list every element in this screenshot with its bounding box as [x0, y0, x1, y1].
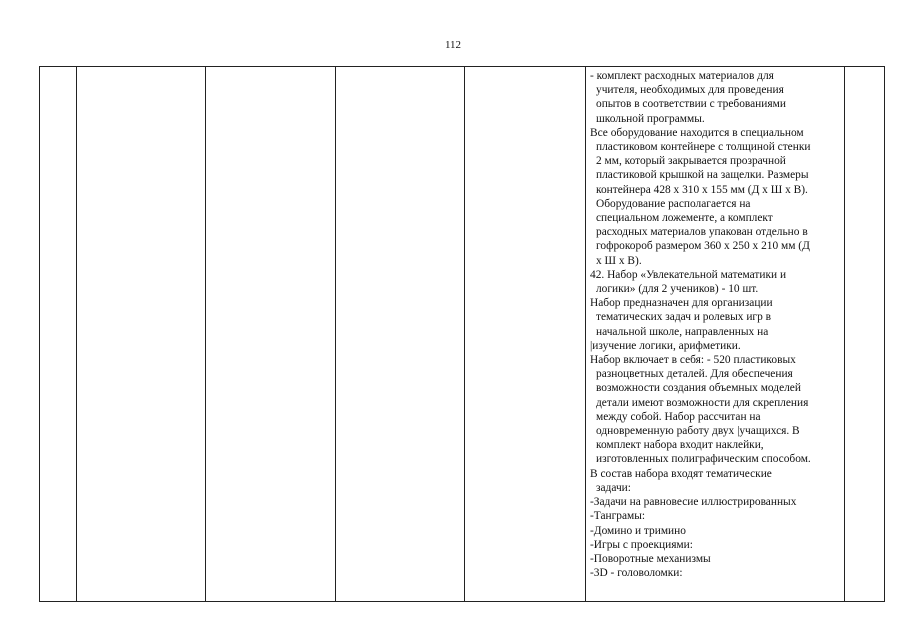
description-line: возможности создания объемных моделей — [596, 382, 801, 395]
description-line: разноцветных деталей. Для обеспечения — [596, 368, 793, 381]
description-line: логики» (для 2 учеников) - 10 шт. — [596, 283, 759, 296]
description-line: Набор предназначен для организации — [590, 297, 773, 310]
description-text — [586, 67, 844, 601]
description-line: Оборудование располагается на — [596, 197, 751, 210]
table-cell-description — [586, 67, 845, 602]
description-line: |изучение логики, арифметики. — [590, 339, 741, 352]
description-line: детали имеют возможности для скрепления — [596, 396, 809, 409]
table-row — [40, 67, 885, 602]
description-line: - комплект расходных материалов для — [590, 70, 774, 82]
description-line: контейнера 428 х 310 х 155 мм (Д х Ш х В). — [596, 183, 808, 196]
table-cell-number — [40, 67, 77, 602]
table-cell-column-4 — [336, 67, 465, 602]
description-line: -Поворотные механизмы — [590, 552, 711, 565]
description-line: х Ш х В). — [596, 254, 642, 267]
description-line: пластиковой крышкой на защелки. Размеры — [596, 169, 809, 182]
description-line: опытов в соответствии с требованиями — [596, 98, 786, 111]
table-cell-column-5 — [465, 67, 586, 602]
description-line: специальном ложементе, а комплект — [596, 212, 773, 225]
description-line: -Домино и тримино — [590, 524, 686, 537]
description-line: между собой. Набор рассчитан на — [596, 410, 761, 423]
description-line: -Танграмы: — [590, 510, 646, 523]
description-line: задачи: — [596, 481, 631, 494]
description-line: Набор включает в себя: - 520 пластиковых — [590, 354, 796, 367]
table-cell-column-2 — [77, 67, 206, 602]
description-line: начальной школе, направленных на — [596, 325, 769, 338]
table-cell-column-3 — [206, 67, 336, 602]
description-line: 42. Набор «Увлекательной математики и — [590, 268, 787, 281]
description-line: пластиковом контейнере с толщиной стенки — [596, 141, 811, 154]
description-line: -Задачи на равновесие иллюстрированных — [590, 496, 797, 509]
description-line: комплект набора входит наклейки, — [596, 439, 764, 452]
description-line: гофрокороб размером 360 х 250 х 210 мм (Д — [596, 240, 810, 253]
description-line: изготовленных полиграфическим способом. — [596, 453, 811, 466]
specification-table — [39, 66, 885, 602]
description-line: 2 мм, который закрывается прозрачной — [596, 155, 786, 168]
description-line: школьной программы. — [596, 112, 705, 125]
description-line: -Игры с проекциями: — [590, 538, 693, 551]
description-line: одновременную работу двух |учащихся. В — [596, 425, 800, 438]
description-line: учителя, необходимых для проведения — [596, 84, 784, 97]
description-line: -3D - головоломки: — [590, 567, 683, 580]
description-line: Все оборудование находится в специальном — [590, 126, 804, 139]
page-number: 112 — [444, 39, 462, 51]
table-cell-last — [845, 67, 885, 602]
description-line: В состав набора входят тематические — [590, 467, 772, 480]
description-line: тематических задач и ролевых игр в — [596, 311, 772, 324]
description-line: расходных материалов упакован отдельно в — [596, 226, 808, 239]
